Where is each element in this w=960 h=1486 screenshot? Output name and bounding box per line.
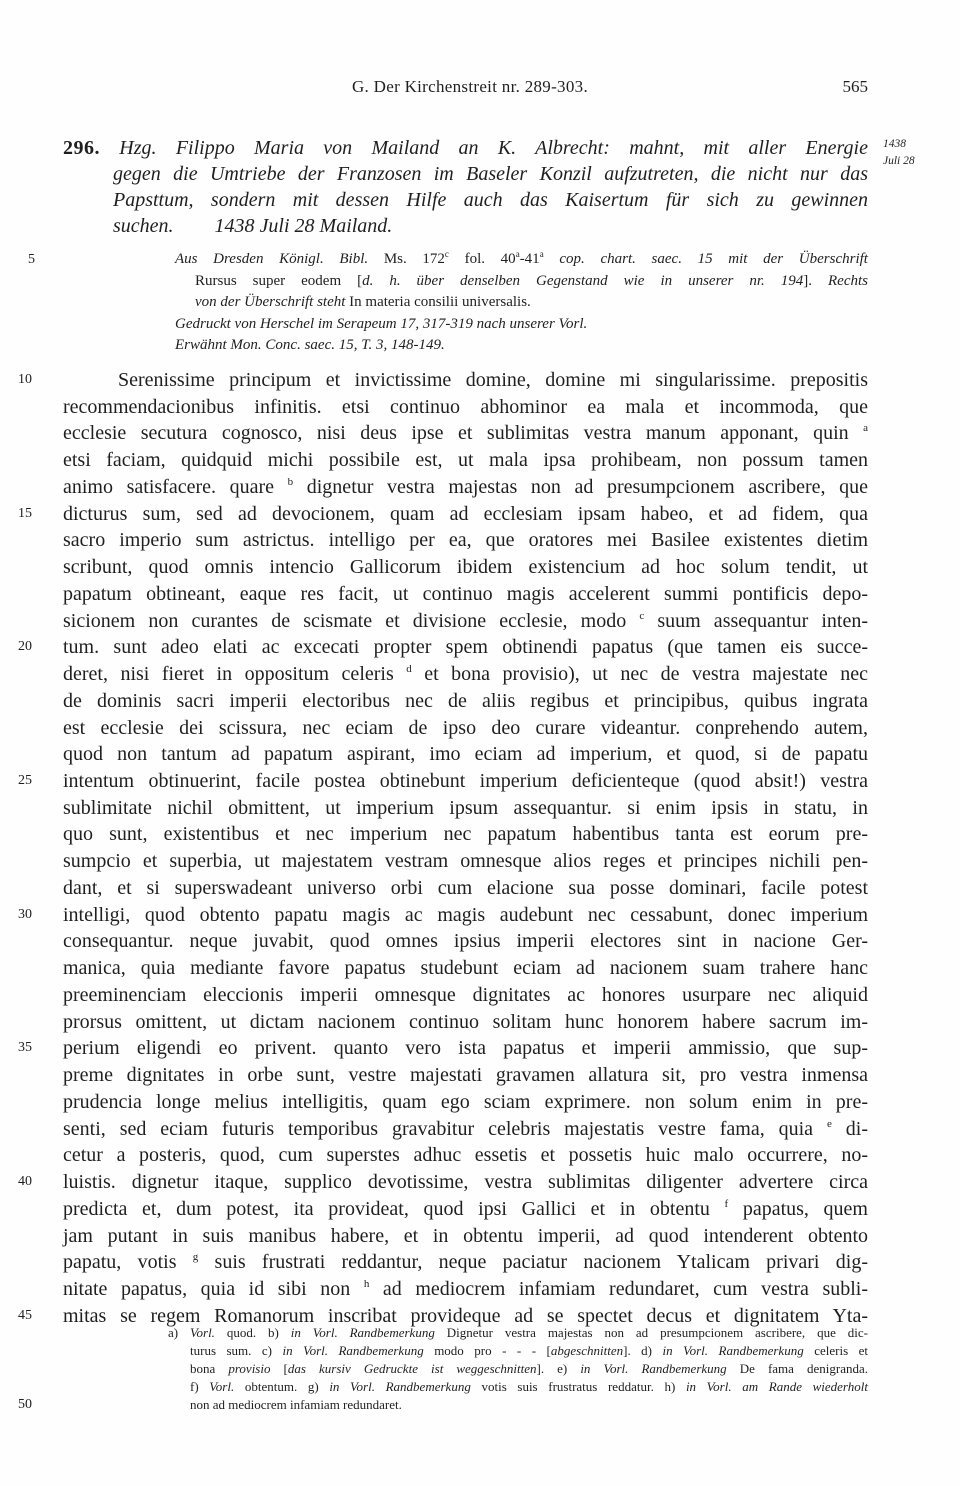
text-line [0,554,960,581]
text-segment: jam putant in suis manibus habere, et in obtentu imperii, ad quod intenderent obtento [63,1224,868,1247]
text-segment: dignetur vestra majestas non ad presumpcionem ascribere, que [293,475,868,498]
text-line [0,715,960,742]
text-segment: preeminenciam eleccionis imperii omnesque dignitates ac honores usurpare nec aliquid [63,983,868,1006]
text-line [0,768,960,795]
footnote-text: De fama denigranda. [726,1361,868,1376]
heading-date-place: 1438 Juli 28 Mailand. [214,215,393,237]
text-segment: dicturus sum, sed ad devocionem, quam ad ecclesiam ipsam habeo, et ad fidem, qua [63,502,868,525]
text-segment: quod non tantum ad papatum aspirant, imo eciam ad imperium, et quod, si de papatu [63,743,868,766]
footnote-text: bona [190,1361,229,1376]
text-line [0,741,960,768]
running-title: G. Der Kirchenstreit nr. 289-303. [351,77,589,96]
text-segment: suis frustrati reddantur, neque paciatur nacionem Ytalicam privari dig- [198,1251,868,1274]
text-segment: senti, sed eciam futuris temporibus gravabitur celebris majestatis vestre fama, quia [63,1117,827,1140]
source-text: Rechts [828,272,868,289]
text-line [0,447,960,474]
footnote-ref: h [363,1277,370,1290]
footnote-text: in Vorl. Randbemerkung [662,1343,804,1358]
source-line [175,335,868,357]
text-line [0,394,960,421]
footnote-text: in Vorl. am Rande wiederholt [685,1379,868,1394]
text-line-content [63,1142,868,1169]
body-text [0,367,960,1329]
text-segment: de dominis sacri imperii electoribus nec de aliis regibus et principibus, quibus ingrata [63,689,868,712]
text-line-content [63,688,868,715]
footnote-ref: e [826,1117,832,1130]
line-number: 15 [18,505,32,521]
source-text: Ms. 172 [368,251,445,267]
text-line [0,1116,960,1143]
heading-line [63,161,868,187]
text-segment: suum assequantur inten- [644,609,869,632]
text-line [0,955,960,982]
text-segment: perium eligendi eo privent. quanto vero ista papatus et imperii ammissio, que sup- [63,1037,868,1060]
footnote-line [168,1324,868,1342]
text-line-content [63,1062,868,1089]
heading-line [63,187,868,213]
text-line [0,501,960,528]
margin-date-day: Juli 28 [883,155,915,167]
text-line [0,1169,960,1196]
text-line [0,527,960,554]
footnotes [168,1324,868,1414]
text-line [0,1035,960,1062]
text-line [0,1089,960,1116]
source-text: Aus Dresden Königl. Bibl. [175,251,369,267]
text-segment: recommendacionibus infinitis. etsi continuo abhominor ea mala et incommoda, que [63,395,868,418]
source-text: In materia consilii universalis. [345,294,531,310]
text-line-content [63,501,868,528]
text-segment: preme dignitates in orbe sunt, vestre majestati gravamen allatura sit, pro vestra inmensa [63,1064,868,1087]
heading-line [63,135,868,161]
text-line [0,1009,960,1036]
text-segment: ecclesie secutura cognosco, nisi deus ipse et sublimitas vestra manum apponant, quin [63,422,864,445]
margin-date-year: 1438 [883,138,906,150]
line-number: 30 [18,906,32,922]
text-line-content [63,447,868,474]
source-text: Gedruckt von Herschel im Serapeum 17, 317-319 nach unserer Vorl. [175,315,588,332]
line-number: 35 [18,1040,32,1056]
footnote-text: ]. e) [536,1361,581,1376]
text-segment: predicta et, dum potest, ita provideat, quod ipsi Gallici et in obtentu [63,1197,725,1220]
text-segment: scribunt, quod omnis intencio Gallicorum ibidem existencium ad hoc solum tendit, ut [63,556,868,579]
text-segment: luistis. dignetur itaque, supplico devotissime, vestra sublimitas diligenter advertere circa [63,1171,868,1194]
footnote-text: non ad mediocrem infamiam redundaret. [190,1397,402,1412]
footnote-line [190,1378,868,1396]
text-line-content [63,1035,868,1062]
text-segment: sicionem non curantes de scismate et divisione ecclesie, modo [63,609,640,632]
text-segment: prudencia longe melius intelligitis, quam ego sciam exprimere. non solum enim in pre- [63,1090,868,1113]
footnote-text: in Vorl. Randbemerkung [290,1325,435,1340]
line-number: 25 [18,773,32,789]
text-line [0,795,960,822]
text-line-content [63,821,868,848]
text-line [0,928,960,955]
text-line-content [63,1223,868,1250]
text-line-content [63,1009,868,1036]
text-segment: quo sunt, existentibus et nec imperium nec papatum habentibus tanta est eorum pre- [63,823,868,846]
footnote-ref: a [863,422,868,435]
text-line [0,1196,960,1223]
source-text: ]. [803,272,828,289]
footnote-text: modo pro - - - [ [423,1343,551,1358]
heading-line [63,213,868,239]
source-text: cop. chart. saec. 15 mit der Überschrift [543,251,868,267]
source-text: Erwähnt Mon. Conc. saec. 15, T. 3, 148-149. [175,337,445,353]
text-line-content [63,955,868,982]
text-line [0,848,960,875]
text-line-content [63,581,868,608]
line-number: 20 [18,639,32,655]
footnote-line [190,1342,868,1360]
footnote-text: celeris et [803,1343,868,1358]
text-line [0,902,960,929]
line-number: 45 [18,1307,32,1323]
footnote-ref: f [724,1197,729,1210]
text-line-content [63,527,868,554]
text-segment: cetur a posteris, quod, cum superstes adhuc essetis et possetis huic malo occurrere, no- [63,1144,868,1167]
footnote-text: a) [168,1325,191,1340]
text-line-content [63,661,868,688]
source-line [175,249,868,271]
footnote-text: Vorl. [190,1325,215,1340]
text-line-content [63,474,868,501]
text-segment: Serenissime principum et invictissime domine, domine mi singularissime. prepositis [118,369,868,391]
text-line [0,420,960,447]
text-segment: papatus, quem [728,1197,868,1220]
text-segment: consequantur. neque juvabit, quod omnes ipsius imperii electores sint in nacione Ger- [63,930,868,953]
heading-text: suchen. [113,215,174,237]
text-segment: manica, quia mediante favore papatus studebunt eciam ad nacionem suam trahere hanc [63,957,868,980]
heading-text: gegen die Umtriebe der Franzosen im Baseler Konzil aufzutreten, die nicht nur das [113,163,868,185]
text-line [0,661,960,688]
footnote-text: [ [270,1361,288,1376]
text-line-content [63,367,868,394]
footnote-text: quod. b) [214,1325,291,1340]
text-segment: dant, et si superswadeant universo orbi cum elacione sua posse dominari, facile potest [63,876,868,899]
text-line [0,982,960,1009]
text-segment: tum. sunt adeo elati ac excecati propter spem obtinendi papatus (que tamen eis succe- [63,636,868,659]
text-line-content [63,394,868,421]
text-segment: sublimitate nichil obmittent, ut imperium ipsum assequantur. si enim ipsis in statu, in [63,796,868,819]
text-line-content [63,554,868,581]
footnote-line [190,1360,868,1378]
text-line-content [63,848,868,875]
text-line [0,634,960,661]
text-line-content [63,1276,868,1303]
text-line-content [63,1089,868,1116]
footnote-text: das kursiv Gedruckte ist weggeschnitten [287,1361,537,1376]
footnote-ref: g [192,1251,199,1264]
line-number: 5 [28,252,35,267]
superscript: a [515,249,520,259]
text-line [0,608,960,635]
text-line-content [63,1249,868,1276]
text-segment: sacro imperio sum astrictus. intelligo per ea, que oratores mei Basilee existentes dietim [63,529,868,552]
text-segment: etsi faciam, quidquid michi possibile est, ut mala ipsa prohibeam, non possum tamen [63,449,868,472]
text-line [0,1142,960,1169]
text-segment: papatu, votis [63,1251,193,1274]
source-text: d. h. über denselben Gegenstand wie in unserer nr. 194 [362,272,804,289]
footnote-text: abgeschnitten [550,1343,624,1358]
source-text: fol. 40 [448,251,516,267]
source-text: Rursus super eodem [ [195,272,363,289]
text-line-content [63,1169,868,1196]
text-line-content [63,982,868,1009]
source-line [175,292,868,314]
text-segment: nitate papatus, quia id sibi non [63,1277,364,1300]
text-line [0,1062,960,1089]
text-segment: papatum obtineant, eaque res facit, ut continuo magis accelerent summi pontificis depo- [63,582,868,605]
footnote-text: provisio [228,1361,271,1376]
source-line [175,271,868,293]
text-line [0,821,960,848]
text-line-content [63,768,868,795]
text-segment: sumpcio et superbia, ut majestatem vestram omnesque alios reges et principes nichili pen- [63,850,868,873]
footnote-ref: b [287,475,294,488]
text-line-content [63,608,868,635]
text-line-content [63,928,868,955]
source-text: von der Überschrift steht [195,294,346,310]
text-line [0,875,960,902]
text-line-content [63,420,868,447]
text-line-content [63,741,868,768]
footnote-text: votis suis frustratus reddatur. h) [470,1379,686,1394]
text-segment: intentum obtinuerint, facile postea obtinebunt imperium deficienteque (quod absit!) vestra [63,770,868,793]
source-line [175,314,868,336]
text-segment: prorsus omittent, ut dictam nacionem continuo solitam hunc honorem habere sacrum im- [63,1010,868,1033]
footnote-text: obtentum. g) [234,1379,330,1394]
document-number: 296. [63,137,100,159]
footnote-text: ]. d) [623,1343,663,1358]
page-number: 565 [842,77,868,96]
margin-date [883,136,943,170]
line-number: 10 [18,372,32,387]
text-segment: est ecclesie dei scissura, nec eciam de ipso deo curare videantur. conprehendo autem, [63,716,868,739]
footnote-text: turus sum. c) [190,1343,283,1358]
heading-text: Hzg. Filippo Maria von Mailand an K. Albrecht: mahnt, mit aller Energie [119,137,868,159]
line-number: 40 [18,1174,32,1190]
footnote-text: f) [190,1379,210,1394]
text-segment: et bona provisio), ut nec de vestra majestate nec [411,663,868,686]
text-line [0,1249,960,1276]
footnote-text: in Vorl. Randbemerkung [282,1343,424,1358]
footnote-ref: d [406,663,412,676]
source-note [175,249,868,357]
footnote-line [190,1396,868,1414]
text-line [0,367,960,394]
superscript: a [539,249,544,259]
text-line [0,474,960,501]
document-heading [63,135,868,239]
footnote-text: Dignetur vestra majestas non ad presumpcionem ascribere, que dic- [434,1325,868,1340]
text-line-content [63,902,868,929]
superscript: c [444,249,449,259]
text-segment: mitas se regem Romanorum inscribat provideque ad se spectet decus et dignitatem Yta- [63,1304,868,1327]
text-line-content [63,715,868,742]
footnote-text: in Vorl. Randbemerkung [580,1361,727,1376]
text-segment: deret, nisi fieret in oppositum celeris [63,663,407,686]
text-segment: intelligi, quod obtento papatu magis ac magis audebunt nec cessabunt, donec imperium [63,903,868,926]
text-line [0,1276,960,1303]
text-line [0,581,960,608]
footnote-ref: c [639,609,645,622]
source-text: -41 [519,251,540,267]
text-line-content [63,1196,868,1223]
heading-text: Papsttum, sondern mit dessen Hilfe auch das Kaisertum für sich zu gewinnen [113,189,868,211]
text-line [0,1223,960,1250]
line-number: 50 [18,1397,32,1412]
text-line [0,688,960,715]
text-segment: ad mediocrem infamiam redundaret, cum vestra subli- [369,1277,869,1300]
text-segment: di- [831,1117,868,1140]
text-line-content [63,1116,868,1143]
text-segment: animo satisfacere. quare [63,475,288,498]
text-line-content [63,795,868,822]
text-line-content [63,634,868,661]
footnote-text: Vorl. [209,1379,235,1394]
text-line-content [63,875,868,902]
footnote-text: in Vorl. Randbemerkung [329,1379,471,1394]
